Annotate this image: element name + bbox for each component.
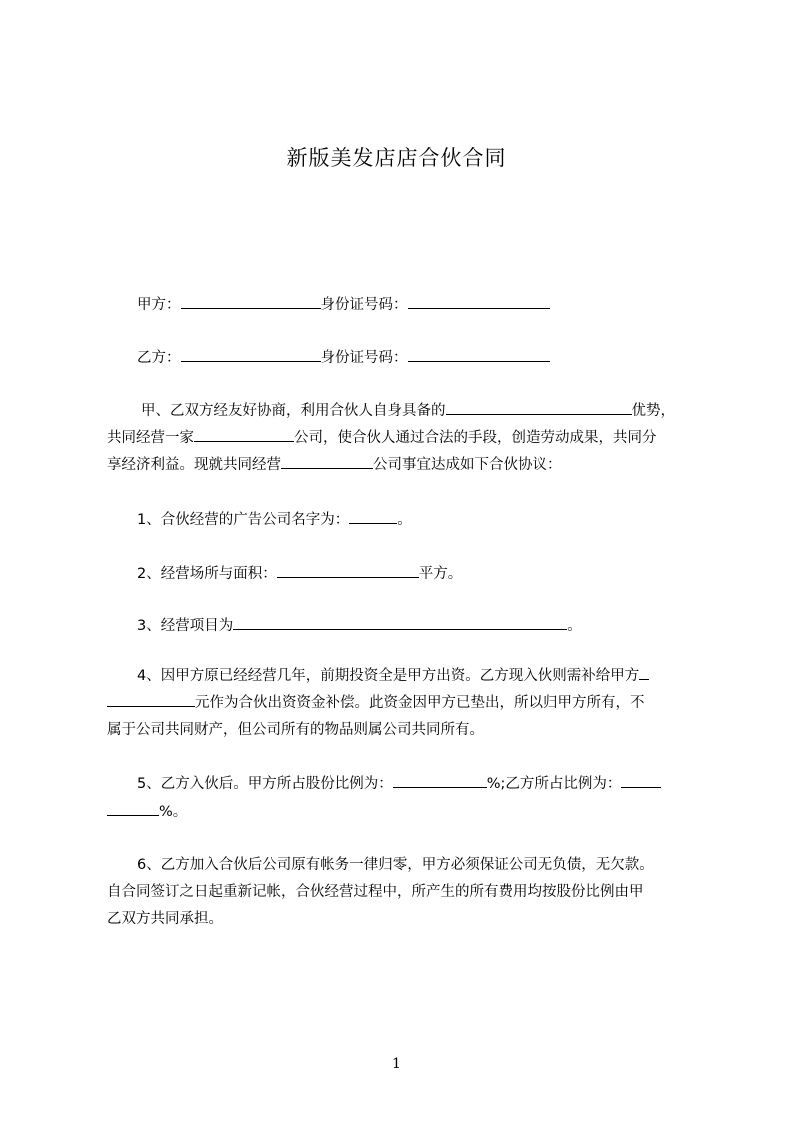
company-type-blank[interactable] bbox=[194, 426, 294, 442]
clause-1 bbox=[137, 508, 412, 529]
clause-6-text: 6、乙方加入合伙后公司原有帐务一律归零，甲方必须保证公司无负债，无欠款。 bbox=[137, 857, 654, 873]
preamble-line-2 bbox=[107, 426, 657, 447]
clause-5-text: %;乙方所占比例为： bbox=[486, 776, 622, 792]
clause-5-line-1 bbox=[137, 772, 661, 793]
clause-4-text: 属于公司共同财产，但公司所有的物品则属公司共同所有。 bbox=[107, 722, 484, 738]
clause-6-text: 自合同签订之日起重新记帐，合伙经营过程中，所产生的所有费用均按股份比例由甲 bbox=[107, 884, 644, 900]
party-b-label: 乙方： bbox=[137, 350, 181, 366]
clause-6-text: 乙双方共同承担。 bbox=[107, 911, 223, 927]
compensation-blank-start[interactable] bbox=[639, 664, 649, 680]
clause-4-line-2 bbox=[107, 691, 645, 712]
clause-1-end: 。 bbox=[397, 512, 412, 528]
clause-5-end: %。 bbox=[159, 804, 188, 820]
party-b-id-blank[interactable] bbox=[408, 346, 550, 362]
party-a-id-blank[interactable] bbox=[408, 293, 550, 309]
clause-3-end: 。 bbox=[567, 618, 582, 634]
clause-6-line-3 bbox=[107, 907, 223, 928]
preamble-text: 公司，使合伙人通过合法的手段，创造劳动成果，共同分 bbox=[294, 430, 657, 446]
party-b-line bbox=[137, 346, 550, 367]
party-a-label: 甲方： bbox=[137, 297, 181, 313]
clause-6-line-2 bbox=[107, 880, 644, 901]
area-blank[interactable] bbox=[277, 562, 419, 578]
advantage-blank[interactable] bbox=[446, 399, 632, 415]
party-a-name-blank[interactable] bbox=[181, 293, 321, 309]
preamble-text: 甲、乙双方经友好协商，利用合伙人自身具备的 bbox=[141, 403, 446, 419]
preamble-text: 共同经营一家 bbox=[107, 430, 194, 446]
document-title: 新版美发店店合伙合同 bbox=[286, 146, 507, 170]
clause-3 bbox=[137, 614, 582, 635]
preamble-text: 公司事宜达成如下合伙协议： bbox=[373, 457, 562, 473]
party-b-share-blank[interactable] bbox=[107, 800, 159, 816]
clause-5-text: 5、乙方入伙后。甲方所占股份比例为： bbox=[137, 776, 393, 792]
clause-2-end: 平方。 bbox=[418, 566, 463, 582]
compensation-amount-blank[interactable] bbox=[107, 691, 195, 707]
clause-2 bbox=[137, 562, 462, 583]
party-a-share-blank[interactable] bbox=[393, 772, 487, 788]
clause-4-line-1 bbox=[137, 664, 649, 685]
clause-2-text: 2、经营场所与面积： bbox=[137, 566, 277, 582]
page-number: 1 bbox=[392, 1056, 401, 1072]
clause-6-line-1 bbox=[137, 853, 654, 874]
preamble-text: 享经济利益。现就共同经营 bbox=[107, 457, 281, 473]
clause-3-text: 3、经营项目为 bbox=[137, 618, 234, 634]
party-b-name-blank[interactable] bbox=[181, 346, 321, 362]
clause-5-line-2 bbox=[107, 800, 187, 821]
party-b-id-label: 身份证号码： bbox=[320, 350, 408, 366]
business-items-blank[interactable] bbox=[233, 614, 567, 630]
party-a-id-label: 身份证号码： bbox=[320, 297, 408, 313]
clause-1-text: 1、合伙经营的广告公司名字为： bbox=[137, 512, 350, 528]
clause-4-text: 元作为合伙出资资金补偿。此资金因甲方已垫出，所以归甲方所有，不 bbox=[195, 695, 645, 711]
party-a-line bbox=[137, 293, 550, 314]
business-blank[interactable] bbox=[281, 453, 373, 469]
clause-4-line-3 bbox=[107, 718, 484, 739]
party-b-share-blank-start[interactable] bbox=[621, 772, 661, 788]
clause-4-text: 4、因甲方原已经经营几年，前期投资全是甲方出资。乙方现入伙则需补给甲方 bbox=[137, 668, 640, 684]
preamble-text: 优势， bbox=[631, 403, 675, 419]
preamble-line-3 bbox=[107, 453, 562, 474]
company-name-blank[interactable] bbox=[349, 508, 397, 524]
preamble-line-1 bbox=[141, 399, 675, 420]
